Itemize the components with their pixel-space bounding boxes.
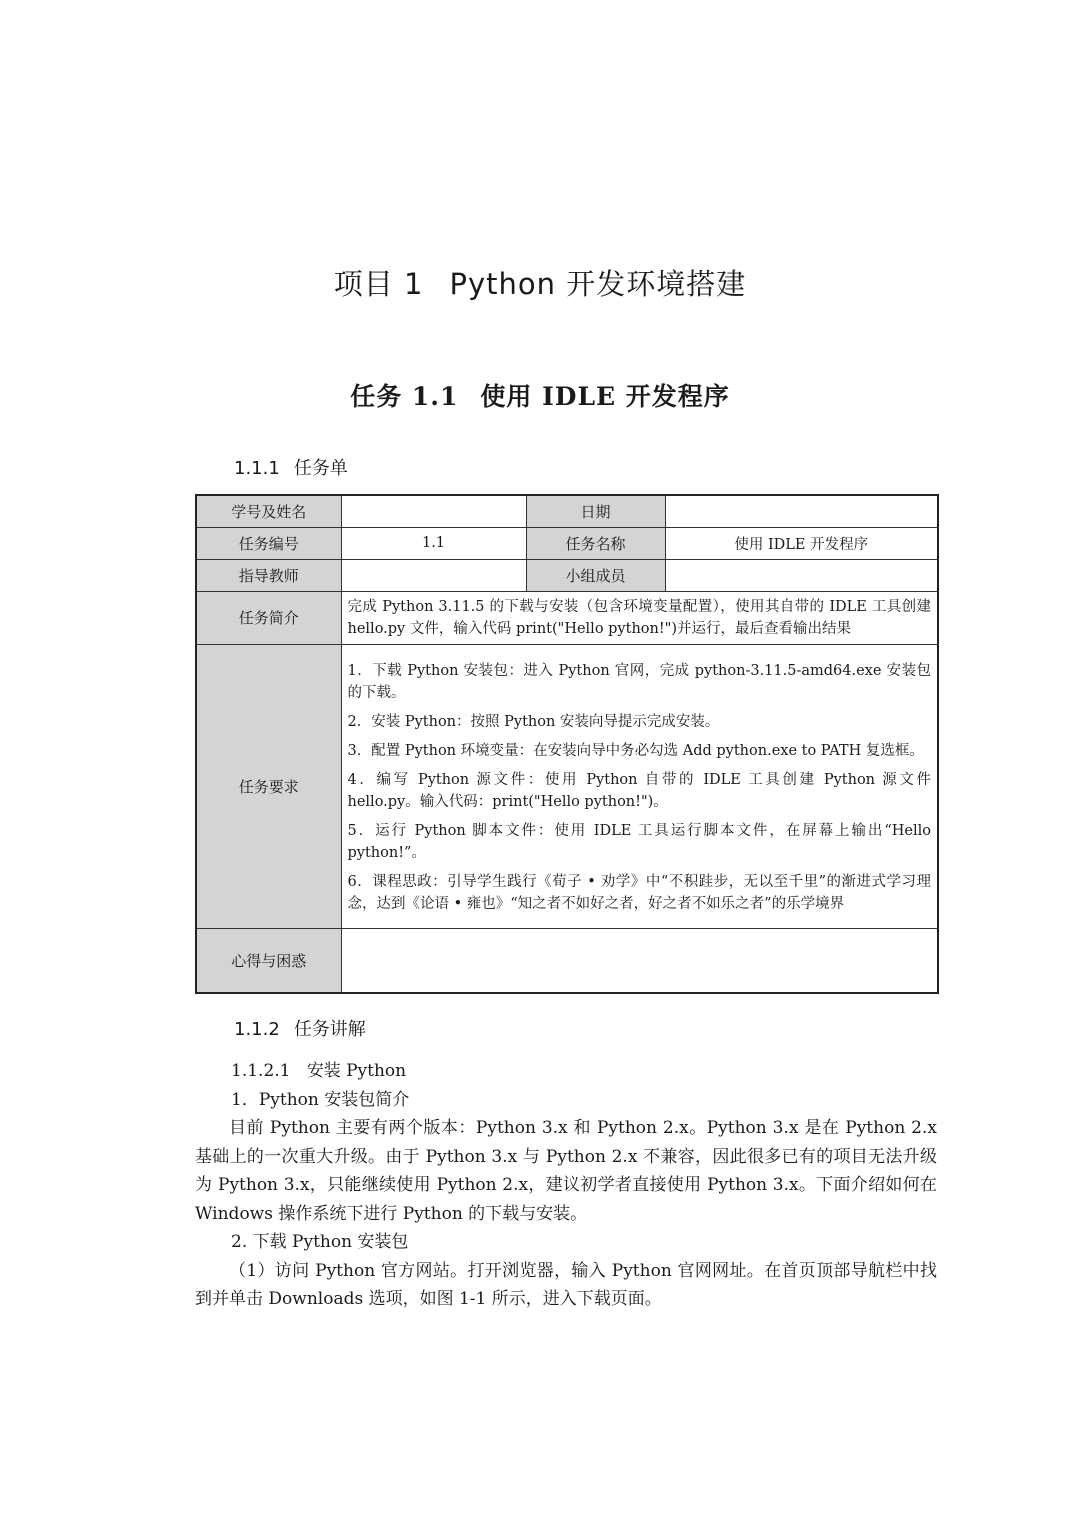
list-item: 2．安装 Python：按照 Python 安装向导提示完成安装。 [347,713,720,730]
task-number-value: 1.1 [341,527,526,559]
subsection-heading [195,1057,937,1086]
task-title [0,377,1080,413]
list-item: 1．下载 Python 安装包：进入 Python 官网，完成 python-3.11.5-amd64.exe 安装包的下载。 [347,662,931,701]
requirements-label: 任务要求 [196,644,341,928]
task-sheet-table [195,494,939,994]
task-number-label: 任务编号 [196,527,341,559]
id-name-field[interactable] [341,495,526,527]
task-name-label: 任务名称 [526,527,665,559]
table-row [196,928,938,993]
table-row [196,527,938,559]
table-row [196,591,938,644]
paragraph: 目前 Python 主要有两个版本：Python 3.x 和 Python 2.x。Python 3.x 是在 Python 2.x 基础上的一次重大升级。由于 Python 3.x 与 Python 2.x 不兼容，因此很多已有的项目无法升级为 Python 3.x，只能继续使用 Python 2.x，建议初学者直接使用 Python 3.x。下面介绍如何在 Windows 操作系统下进行 Python 的下载与安装。 [195,1118,937,1224]
section-heading-explanation [234,1015,366,1041]
body-content [195,1057,937,1314]
group-members-label: 小组成员 [526,559,665,591]
teacher-field[interactable] [341,559,526,591]
id-name-label: 学号及姓名 [196,495,341,527]
requirements-list [341,644,938,928]
task-name-value: 使用 IDLE 开发程序 [665,527,938,559]
subsection-title: 安装 Python [306,1061,407,1081]
section-title: 任务单 [293,458,348,479]
section-number: 1.1.1 [234,458,280,479]
list-item: 6．课程思政：引导学生践行《荀子 • 劝学》中“不积跬步，无以至千里”的渐进式学习理念，达到《论语 • 雍也》“知之者不如好之者，好之者不如乐之者”的乐学境界 [347,873,931,912]
table-row [196,559,938,591]
task-name: 使用 IDLE 开发程序 [480,382,730,411]
section-title: 任务讲解 [293,1019,366,1040]
subsection-number: 1.1.2.1 [231,1061,291,1081]
list-item: 3．配置 Python 环境变量：在安装向导中务必勾选 Add python.exe to PATH 复选框。 [347,742,924,759]
reflection-field[interactable] [341,928,938,993]
date-field[interactable] [665,495,938,527]
group-members-field[interactable] [665,559,938,591]
table-row [196,495,938,527]
section-number: 1.1.2 [234,1019,280,1040]
project-title [0,262,1080,303]
date-label: 日期 [526,495,665,527]
list-heading: 1．Python 安装包简介 [231,1089,410,1110]
list-heading: 2. 下载 Python 安装包 [231,1232,409,1252]
teacher-label: 指导教师 [196,559,341,591]
task-intro-text: 完成 Python 3.11.5 的下载与安装（包含环境变量配置），使用其自带的 IDLE 工具创建 hello.py 文件，输入代码 print("Hello python!")并运行，最后查看输出结果 [341,591,938,644]
section-heading-task-sheet [234,454,348,480]
list-item: 4．编写 Python 源文件：使用 Python 自带的 IDLE 工具创建 Python 源文件 hello.py。输入代码：print("Hello python!")。 [347,771,931,810]
task-intro-label: 任务简介 [196,591,341,644]
project-name: Python 开发环境搭建 [449,267,747,301]
task-number: 任务 1.1 [350,382,459,411]
list-item: 5．运行 Python 脚本文件：使用 IDLE 工具运行脚本文件，在屏幕上输出“Hello python!”。 [347,822,931,861]
reflection-label: 心得与困惑 [196,928,341,993]
project-number: 项目 1 [333,267,424,301]
table-row [196,644,938,928]
paragraph: （1）访问 Python 官方网站。打开浏览器，输入 Python 官网网址。在首页顶部导航栏中找到并单击 Downloads 选项，如图 1-1 所示，进入下载页面。 [195,1260,937,1309]
